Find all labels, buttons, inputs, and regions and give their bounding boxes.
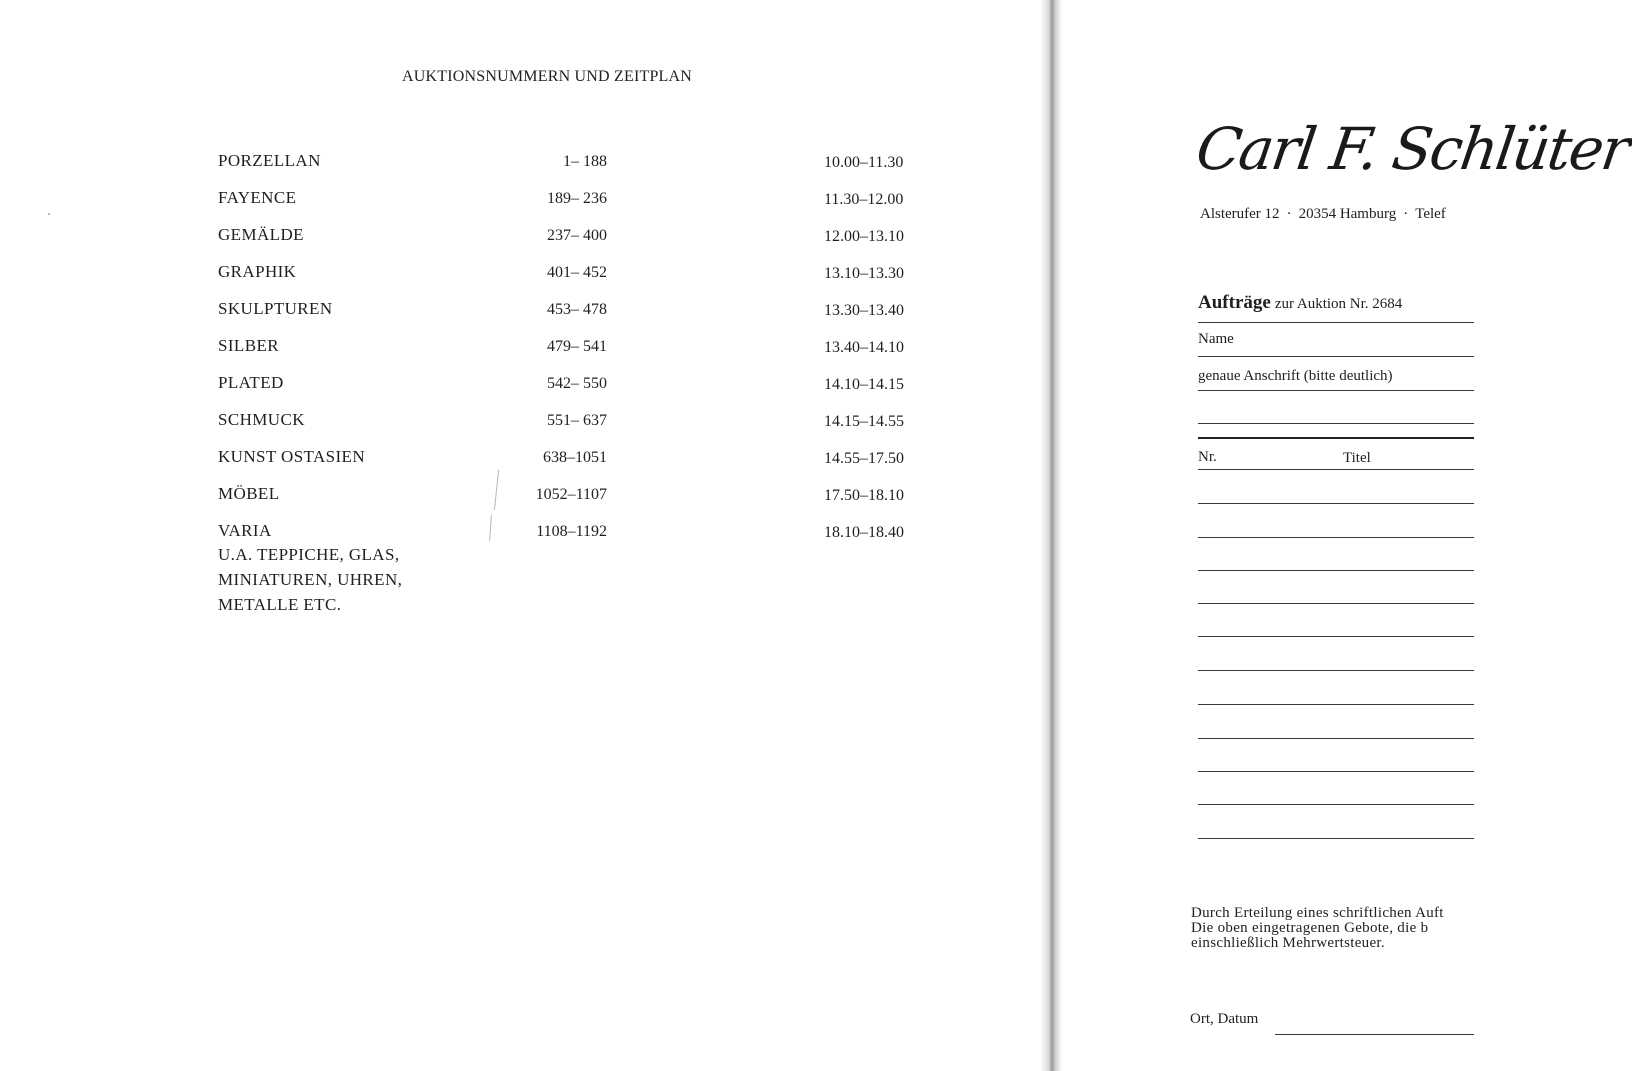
- bid-entry-line[interactable]: [1198, 704, 1474, 705]
- category-label: KUNST OSTASIEN: [218, 447, 366, 466]
- time-slot: 14.55–17.50: [824, 450, 904, 467]
- form-heading: [1198, 292, 1402, 314]
- schedule-row: [0, 262, 1040, 286]
- time-slot: 18.10–18.40: [824, 524, 904, 541]
- time-slot: 17.50–18.10: [824, 487, 904, 504]
- bid-entry-line[interactable]: [1198, 771, 1474, 772]
- bid-entry-line[interactable]: [1198, 570, 1474, 571]
- category-label: SKULPTUREN: [218, 299, 333, 318]
- separator-dot: ·: [1286, 206, 1292, 222]
- firm-logo: Carl F. Schlüter: [1192, 115, 1632, 183]
- lot-range: 479– 541: [547, 338, 607, 355]
- schedule-row: [0, 188, 1040, 212]
- category-label: MÖBEL: [218, 484, 280, 503]
- category-label: FAYENCE: [218, 188, 297, 207]
- bid-entry-line[interactable]: [1198, 636, 1474, 637]
- varia-detail-line: MINIATUREN, UHREN,: [218, 570, 403, 589]
- schedule-row: [0, 521, 1040, 545]
- time-slot: 13.40–14.10: [824, 339, 904, 356]
- lot-range: 189– 236: [547, 190, 607, 207]
- place-date-label: Ort, Datum: [1190, 1011, 1259, 1027]
- signature-line[interactable]: [1275, 1034, 1474, 1035]
- terms-notice: [1191, 906, 1444, 951]
- bid-entry-line[interactable]: [1198, 603, 1474, 604]
- category-label: PLATED: [218, 373, 284, 392]
- time-slot: 14.10–14.15: [824, 376, 904, 393]
- schedule-row: [0, 225, 1040, 249]
- bid-entry-line[interactable]: [1198, 838, 1474, 839]
- form-heading-bold: Aufträge: [1198, 292, 1271, 313]
- varia-detail-line: METALLE ETC.: [218, 595, 342, 614]
- column-header-title: Titel: [1343, 450, 1371, 466]
- time-slot: 12.00–13.10: [824, 228, 904, 245]
- category-label: SILBER: [218, 336, 279, 355]
- page-title: AUKTIONSNUMMERN UND ZEITPLAN: [402, 68, 693, 85]
- time-slot: 11.30–12.00: [824, 191, 904, 208]
- lot-range: 1108–1192: [536, 523, 607, 540]
- header-rule: [1198, 469, 1474, 470]
- time-slot: 14.15–14.55: [824, 413, 904, 430]
- address-label: genaue Anschrift (bitte deutlich): [1198, 368, 1393, 384]
- bid-entry-line[interactable]: [1198, 804, 1474, 805]
- lot-range: 638–1051: [543, 449, 607, 466]
- form-heading-rest: zur Auktion Nr. 2684: [1274, 296, 1403, 312]
- schedule-row: [0, 151, 1040, 175]
- lot-range: 551– 637: [547, 412, 607, 429]
- time-slot: 13.10–13.30: [824, 265, 904, 282]
- schedule-row: [0, 299, 1040, 323]
- schedule-row: [0, 336, 1040, 360]
- heading-rule: [1198, 322, 1474, 323]
- column-header-nr: Nr.: [1198, 449, 1217, 465]
- schedule-row: [0, 484, 1040, 508]
- address-field-line[interactable]: [1198, 423, 1474, 424]
- lot-range: 401– 452: [547, 264, 607, 281]
- category-label: SCHMUCK: [218, 410, 305, 429]
- name-field-line[interactable]: [1198, 356, 1474, 357]
- address-field-line[interactable]: [1198, 390, 1474, 391]
- varia-detail-line: U.A. TEPPICHE, GLAS,: [218, 545, 400, 564]
- address-street: Alsterufer 12: [1200, 206, 1280, 222]
- firm-address: [1200, 206, 1446, 223]
- schedule-row: [0, 373, 1040, 397]
- right-page: [1062, 0, 1632, 1071]
- time-slot: 13.30–13.40: [824, 302, 904, 319]
- notice-line: Die oben eingetragenen Gebote, die b: [1191, 920, 1429, 936]
- category-label: PORZELLAN: [218, 151, 321, 170]
- address-phone: Telef: [1415, 206, 1446, 222]
- notice-line: einschließlich Mehrwertsteuer.: [1191, 935, 1385, 951]
- bid-entry-line[interactable]: [1198, 738, 1474, 739]
- notice-line: Durch Erteilung eines schriftlichen Auft: [1191, 905, 1444, 921]
- address-city: 20354 Hamburg: [1298, 206, 1397, 222]
- schedule-row: [0, 410, 1040, 434]
- lot-range: 1052–1107: [535, 486, 607, 503]
- category-label: GRAPHIK: [218, 262, 297, 281]
- bid-entry-line[interactable]: [1198, 537, 1474, 538]
- category-label: VARIA: [218, 521, 272, 540]
- separator-dot: ·: [1403, 206, 1409, 222]
- category-label: GEMÄLDE: [218, 225, 304, 244]
- lot-range: 237– 400: [547, 227, 607, 244]
- paper-mark: [48, 213, 50, 215]
- bid-entry-line[interactable]: [1198, 670, 1474, 671]
- book-gutter: [1040, 0, 1062, 1071]
- time-slot: 10.00–11.30: [824, 154, 904, 171]
- section-divider: [1198, 437, 1474, 439]
- lot-range: 453– 478: [547, 301, 607, 318]
- schedule-row: [0, 447, 1040, 471]
- bid-entry-line[interactable]: [1198, 503, 1474, 504]
- lot-range: 1– 188: [563, 153, 607, 170]
- lot-range: 542– 550: [547, 375, 607, 392]
- name-label: Name: [1198, 331, 1234, 347]
